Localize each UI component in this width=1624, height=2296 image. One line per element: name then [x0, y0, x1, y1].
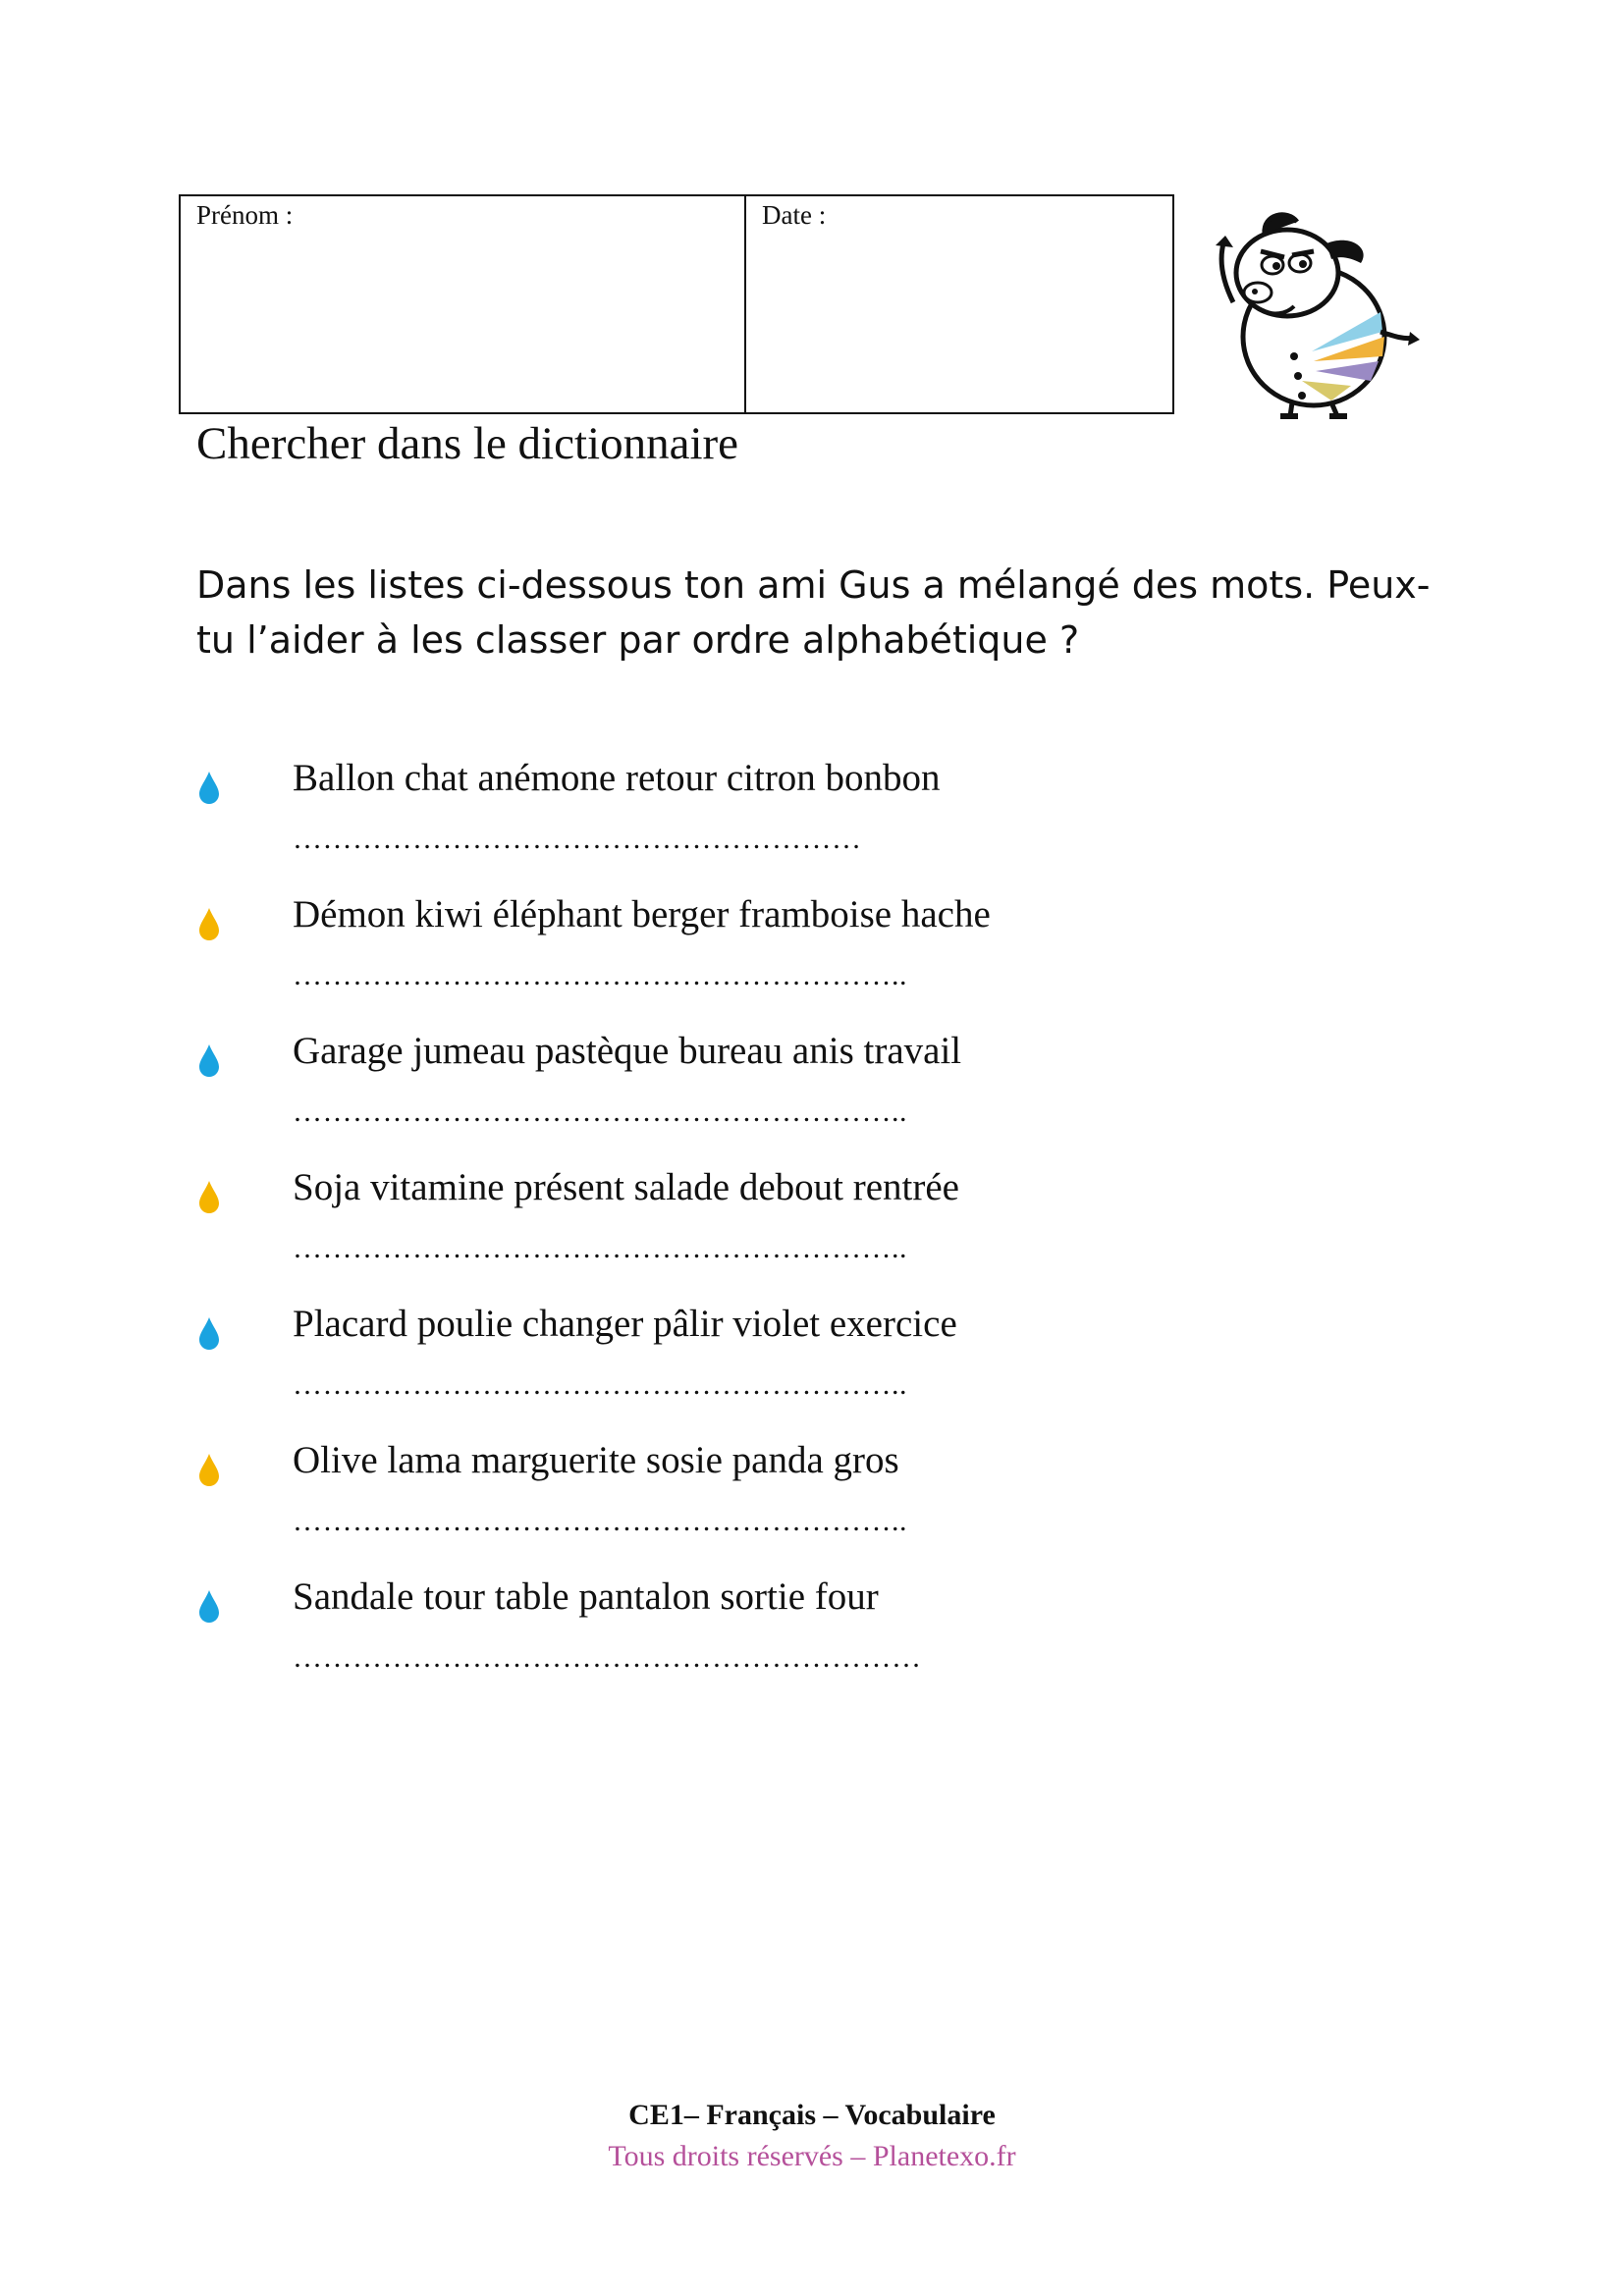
exercise-item [0, 1438, 1624, 1575]
word-list: Sandale tour table pantalon sortie four [293, 1575, 879, 1618]
word-list: Garage jumeau pastèque bureau anis travail [293, 1030, 962, 1072]
answer-line[interactable]: …………………………………………………….. [293, 1368, 907, 1401]
exercise-item [0, 892, 1624, 1029]
prenom-cell[interactable] [181, 196, 746, 412]
footer-subject: CE1– Français – Vocabulaire [628, 2099, 996, 2131]
answer-line[interactable]: ……………………………………………………… [293, 1641, 922, 1674]
student-info-table [179, 194, 1174, 414]
answer-line[interactable]: …………………………………………………….. [293, 1232, 907, 1264]
exercise-item [0, 1029, 1624, 1165]
droplet-bullet-icon [196, 770, 222, 805]
exercise-list [0, 756, 1624, 1711]
instruction-text: Dans les listes ci-dessous ton ami Gus a mélangé des mots. Peux-tu l’aider à les classer par ordre alphabétique ? [196, 563, 1431, 662]
droplet-bullet-icon [196, 1452, 222, 1487]
word-list: Démon kiwi éléphant berger framboise hache [293, 893, 991, 935]
answer-line[interactable]: …………………………………………………….. [293, 959, 907, 991]
exercise-item [0, 1165, 1624, 1302]
answer-line[interactable]: …………………………………………………….. [293, 1505, 907, 1537]
droplet-bullet-icon [196, 1179, 222, 1214]
footer-copyright: Tous droits réservés – Planetexo.fr [608, 2140, 1016, 2172]
exercise-item [0, 1302, 1624, 1438]
answer-line[interactable]: …………………………………………………….. [293, 1095, 907, 1128]
date-cell[interactable] [746, 196, 1172, 412]
date-label: Date : [762, 200, 827, 230]
droplet-bullet-icon [196, 1315, 222, 1351]
droplet-bullet-icon [196, 1042, 222, 1078]
word-list: Soja vitamine présent salade debout rentrée [293, 1166, 959, 1208]
word-list: Placard poulie changer pâlir violet exercice [293, 1303, 957, 1345]
prenom-label: Prénom : [196, 200, 294, 230]
sheep-mascot-icon [1204, 194, 1422, 420]
exercise-item [0, 756, 1624, 892]
answer-line[interactable]: ………………………………………………… [293, 823, 862, 855]
page-title: Chercher dans le dictionnaire [196, 418, 739, 469]
exercise-item [0, 1575, 1624, 1711]
droplet-bullet-icon [196, 906, 222, 941]
word-list: Olive lama marguerite sosie panda gros [293, 1439, 899, 1481]
droplet-bullet-icon [196, 1588, 222, 1624]
word-list: Ballon chat anémone retour citron bonbon [293, 757, 941, 799]
